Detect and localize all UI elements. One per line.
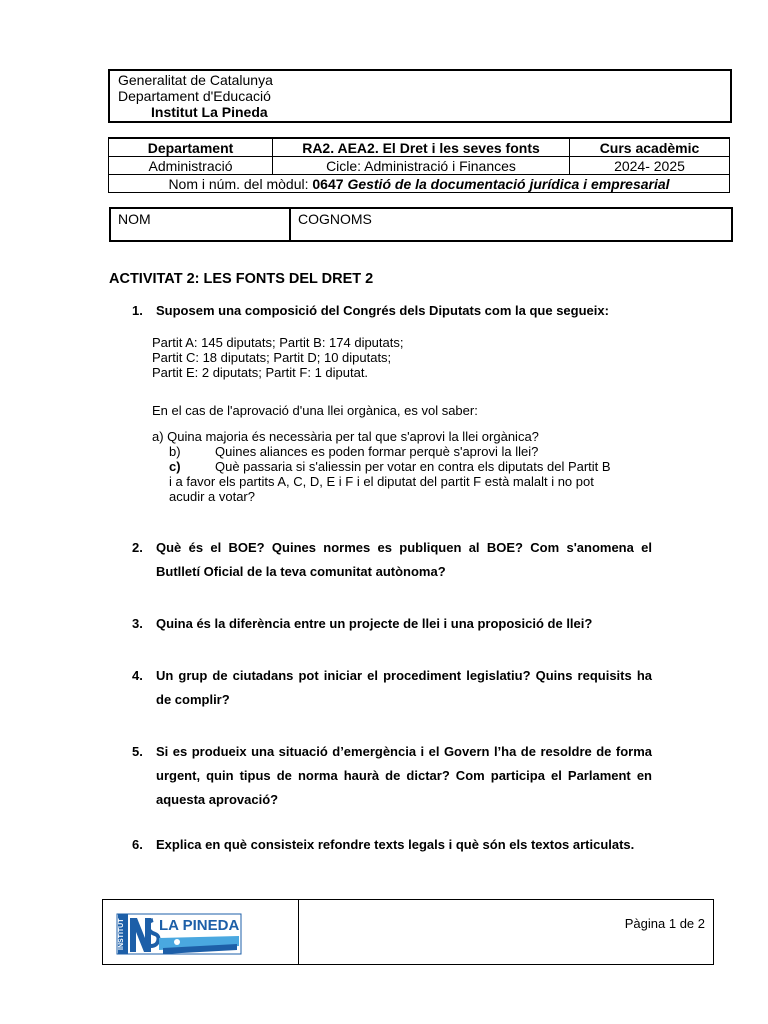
party-list: [152, 335, 403, 380]
party-line: Partit C: 18 diputats; Partit D; 10 diputats;: [152, 350, 392, 365]
question-number: 2.: [132, 540, 143, 555]
question-text: Què és el BOE? Quines normes es publiquen al BOE? Com s'anomena el Butlletí Oficial de la teva comunitat autònoma?: [156, 540, 652, 579]
q1-part-b: Quines aliances es poden formar perquè s'aprovi la llei?: [215, 444, 539, 459]
page-number: Pàgina 1 de 2: [624, 916, 705, 931]
department-table: [108, 137, 730, 193]
module-name: Gestió de la documentació jurídica i empresarial: [347, 175, 670, 192]
question-text: Suposem una composició del Congrés dels Diputats com la que segueix:: [156, 303, 609, 318]
dept-value: Administració: [109, 157, 273, 175]
dept-header: Departament: [109, 138, 273, 157]
question-number: 1.: [132, 303, 143, 318]
cycle-value: Cicle: Administració i Finances: [273, 157, 570, 175]
q1-intro: En el cas de l'aprovació d'una llei orgànica, es vol saber:: [152, 403, 478, 418]
header-line-generalitat: Generalitat de Catalunya: [118, 72, 273, 88]
question-number: 5.: [132, 744, 143, 759]
party-line: Partit E: 2 diputats; Partit F: 1 diputat.: [152, 365, 369, 380]
nom-field[interactable]: NOM: [111, 209, 291, 240]
q1-part-c-line: i a favor els partits A, C, D, E i F i el diputat del partit F està malalt i no pot: [169, 474, 594, 489]
module-prefix: Nom i núm. del mòdul:: [168, 175, 309, 192]
question-text: Quina és la diferència entre un projecte de llei i una proposició de llei?: [156, 616, 593, 631]
q1-part-c-label: c): [169, 459, 181, 474]
q1-part-b-label: b): [169, 444, 181, 459]
question-number: 6.: [132, 837, 143, 852]
question-text: Si es produeix una situació d’emergència i el Govern l’ha de resoldre de forma urgent, quin tipus de norma haurà de dictar? Com participa el Parlament en aquesta aprovació?: [156, 744, 652, 807]
la-pineda-logo-icon: [103, 900, 298, 964]
question-text: Un grup de ciutadans pot iniciar el procediment legislatiu? Quins requisits ha de complir?: [156, 668, 652, 707]
header-line-department: Departament d'Educació: [118, 88, 271, 104]
header-line-institute: Institut La Pineda: [151, 104, 268, 120]
party-line: Partit A: 145 diputats; Partit B: 174 diputats;: [152, 335, 404, 350]
cognoms-field[interactable]: COGNOMS: [298, 211, 372, 227]
school-header-box: [108, 69, 732, 123]
question-number: 4.: [132, 668, 143, 683]
year-value: 2024- 2025: [570, 157, 730, 175]
q1-part-c-line: acudir a votar?: [169, 489, 255, 504]
logo-text: LA PINEDA: [159, 917, 240, 934]
logo-side-text: INSTITUT: [118, 918, 125, 950]
activity-title: ACTIVITAT 2: LES FONTS DEL DRET 2: [109, 271, 374, 287]
q1-part-a: a) Quina majoria és necessària per tal que s'aprovi la llei orgànica?: [152, 429, 539, 444]
module-header: RA2. AEA2. El Dret i les seves fonts: [273, 138, 570, 157]
question-text: Explica en què consisteix refondre texts legals i què són els textos articulats.: [156, 837, 635, 852]
page-footer: [102, 899, 714, 965]
year-header: Curs acadèmic: [570, 138, 730, 157]
module-row: [109, 175, 730, 193]
module-code: 0647: [312, 175, 344, 192]
question-number: 3.: [132, 616, 143, 631]
q1-part-c-line: Què passaria si s'aliessin per votar en contra els diputats del Partit B: [215, 459, 611, 474]
student-name-box: [109, 207, 733, 242]
school-logo: [103, 900, 299, 964]
